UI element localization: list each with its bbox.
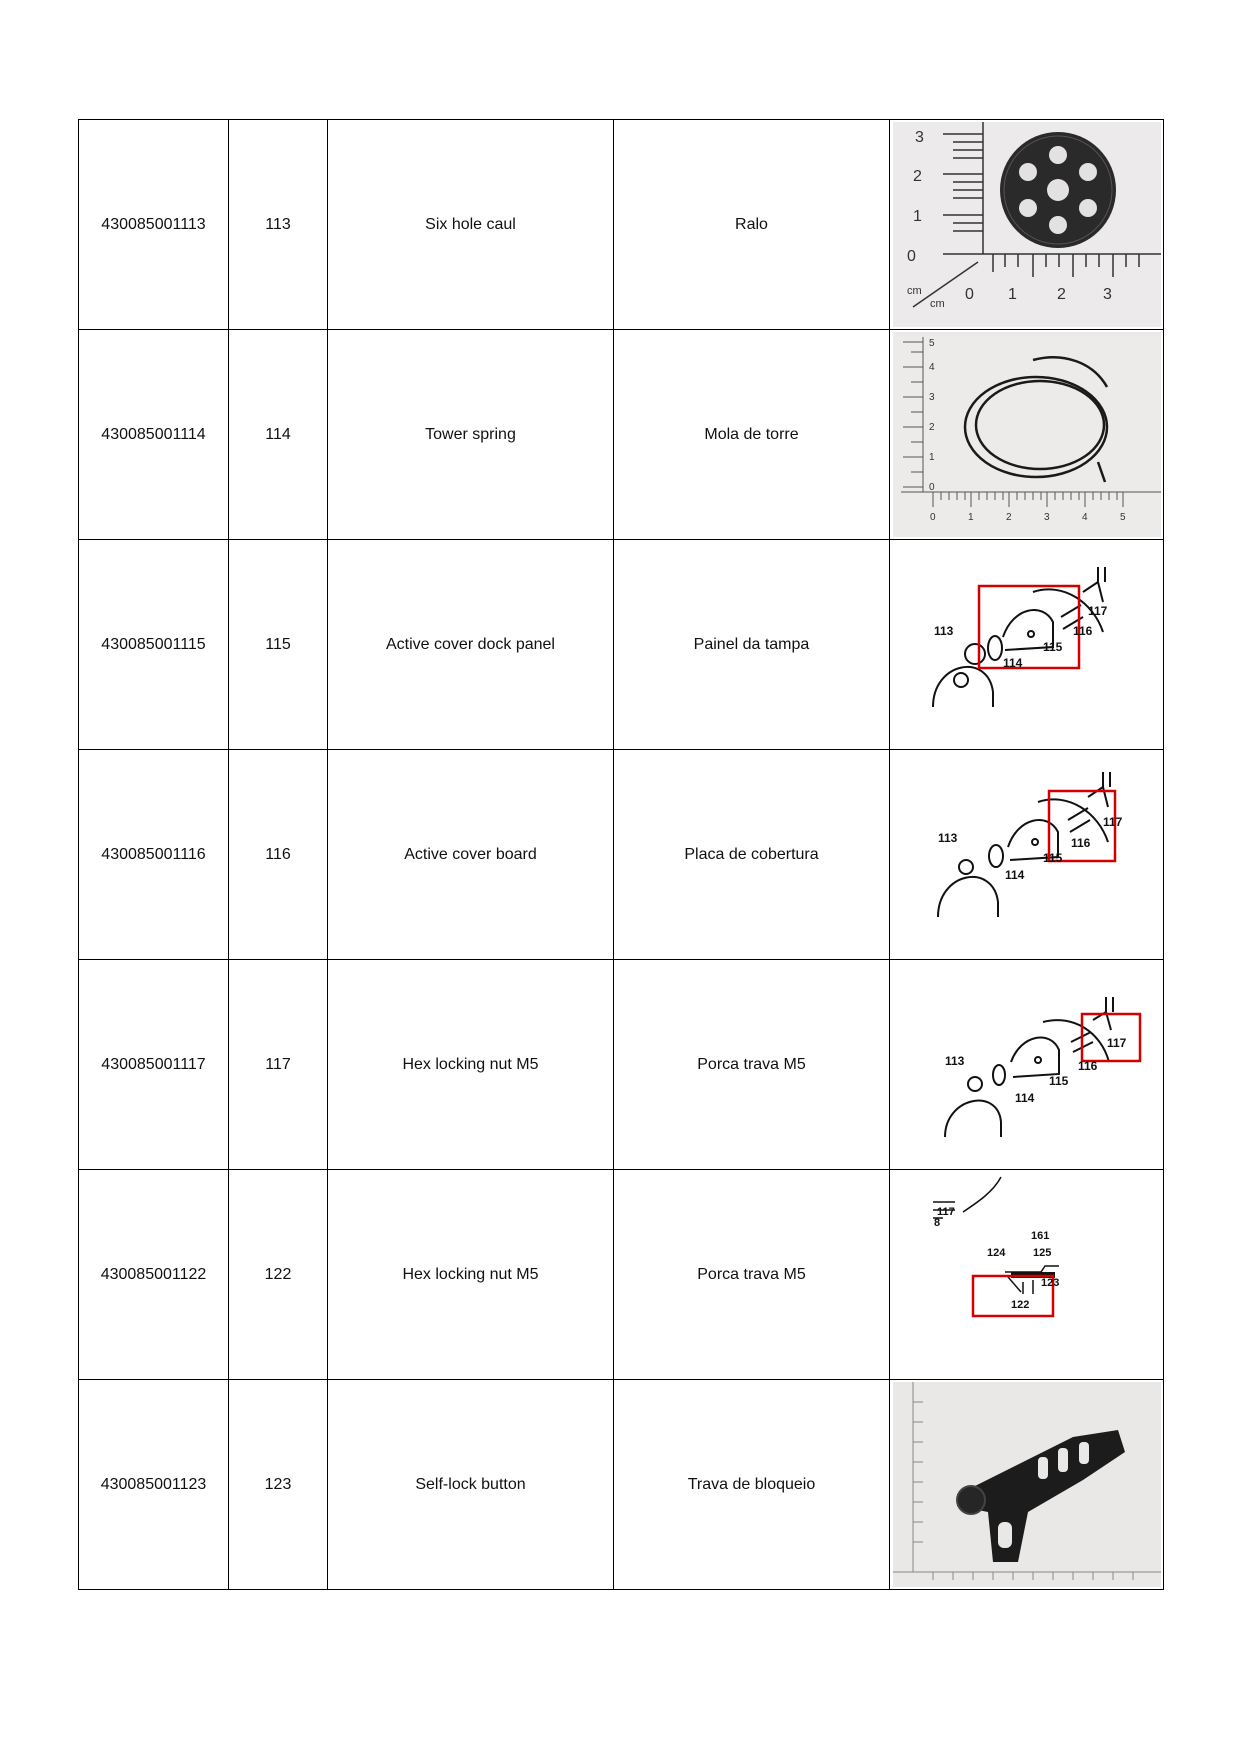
diagram-122 xyxy=(893,1172,1161,1377)
parts-table xyxy=(78,119,1164,1590)
tick-label: 4 xyxy=(1081,512,1088,523)
callout-label: 114 xyxy=(1014,1091,1034,1105)
self-lock-button-photo xyxy=(893,1382,1161,1587)
callout-label: 161 xyxy=(1030,1230,1049,1242)
callout-label: 117 xyxy=(936,1206,955,1218)
callout-label: 116 xyxy=(1072,624,1092,638)
part-code: 430085001113 xyxy=(79,120,229,330)
part-image-cell xyxy=(890,120,1164,330)
tick-label: 3 xyxy=(1043,512,1050,523)
part-image-cell xyxy=(890,960,1164,1170)
callout-label: 114 xyxy=(1002,656,1022,670)
tick-label: 1 xyxy=(928,452,935,463)
callout-label: 117 xyxy=(1087,604,1107,618)
description-pt: Trava de bloqueio xyxy=(614,1380,890,1590)
description-en: Hex locking nut M5 xyxy=(328,960,614,1170)
tick-label: 2 xyxy=(928,422,935,433)
callout-label: 113 xyxy=(933,624,953,638)
callout-label: 116 xyxy=(1070,836,1090,850)
tick-label: 1 xyxy=(1007,286,1017,303)
tick-label: 1 xyxy=(912,208,922,225)
tick-label: 3 xyxy=(1102,286,1112,303)
tick-label: 3 xyxy=(914,129,924,146)
callout-label: 115 xyxy=(1042,851,1062,865)
part-number: 115 xyxy=(229,540,328,750)
callout-label: 113 xyxy=(937,831,957,845)
part-code: 430085001115 xyxy=(79,540,229,750)
part-image-cell xyxy=(890,540,1164,750)
description-pt: Painel da tampa xyxy=(614,540,890,750)
part-number: 114 xyxy=(229,330,328,540)
tick-label: 3 xyxy=(928,392,935,403)
tick-label: 0 xyxy=(906,248,916,265)
callout-label: 115 xyxy=(1048,1074,1068,1088)
part-number: 122 xyxy=(229,1170,328,1380)
callout-label: 116 xyxy=(1077,1059,1097,1073)
description-pt: Ralo xyxy=(614,120,890,330)
part-code: 430085001117 xyxy=(79,960,229,1170)
tick-label: 4 xyxy=(928,362,935,373)
callout-label: 113 xyxy=(944,1054,964,1068)
callout-label: 122 xyxy=(1010,1299,1029,1311)
table-row xyxy=(79,540,1164,750)
tick-label: 2 xyxy=(1056,286,1066,303)
part-code: 430085001122 xyxy=(79,1170,229,1380)
description-pt: Porca trava M5 xyxy=(614,1170,890,1380)
tick-label: 2 xyxy=(1005,512,1012,523)
description-en: Hex locking nut M5 xyxy=(328,1170,614,1380)
callout-label: 117 xyxy=(1102,815,1122,829)
callout-label: 123 xyxy=(1040,1277,1059,1289)
tick-label: 0 xyxy=(928,482,935,493)
description-en: Self-lock button xyxy=(328,1380,614,1590)
part-image-cell xyxy=(890,750,1164,960)
description-en: Tower spring xyxy=(328,330,614,540)
callout-label: 117 xyxy=(1106,1036,1126,1050)
description-en: Active cover dock panel xyxy=(328,540,614,750)
part-image-cell xyxy=(890,330,1164,540)
description-pt: Mola de torre xyxy=(614,330,890,540)
unit-label: cm xyxy=(906,285,922,297)
table-row xyxy=(79,1170,1164,1380)
tick-label: 2 xyxy=(912,168,922,185)
callout-label: 8 xyxy=(933,1217,940,1229)
table-row xyxy=(79,120,1164,330)
table-row xyxy=(79,330,1164,540)
unit-label: cm xyxy=(929,298,945,310)
part-number: 117 xyxy=(229,960,328,1170)
part-number: 123 xyxy=(229,1380,328,1590)
part-image-cell xyxy=(890,1380,1164,1590)
callout-label: 125 xyxy=(1032,1247,1051,1259)
table-row xyxy=(79,1380,1164,1590)
tick-label: 0 xyxy=(964,286,974,303)
table-row xyxy=(79,960,1164,1170)
part-code: 430085001114 xyxy=(79,330,229,540)
part-code: 430085001116 xyxy=(79,750,229,960)
tower-spring-photo xyxy=(893,332,1161,537)
tick-label: 0 xyxy=(929,512,936,523)
diagram-116 xyxy=(893,752,1161,957)
tick-label: 5 xyxy=(928,338,935,349)
table-row xyxy=(79,750,1164,960)
six-hole-caul-photo xyxy=(893,122,1161,327)
callout-label: 114 xyxy=(1004,868,1024,882)
description-en: Active cover board xyxy=(328,750,614,960)
part-number: 113 xyxy=(229,120,328,330)
part-code: 430085001123 xyxy=(79,1380,229,1590)
description-pt: Porca trava M5 xyxy=(614,960,890,1170)
callout-label: 124 xyxy=(986,1247,1005,1259)
tick-label: 5 xyxy=(1119,512,1126,523)
part-image-cell xyxy=(890,1170,1164,1380)
description-pt: Placa de cobertura xyxy=(614,750,890,960)
tick-label: 1 xyxy=(967,512,974,523)
diagram-115 xyxy=(893,542,1161,747)
description-en: Six hole caul xyxy=(328,120,614,330)
callout-label: 115 xyxy=(1042,640,1062,654)
highlight-box xyxy=(979,586,1079,668)
diagram-117 xyxy=(893,962,1161,1167)
part-number: 116 xyxy=(229,750,328,960)
